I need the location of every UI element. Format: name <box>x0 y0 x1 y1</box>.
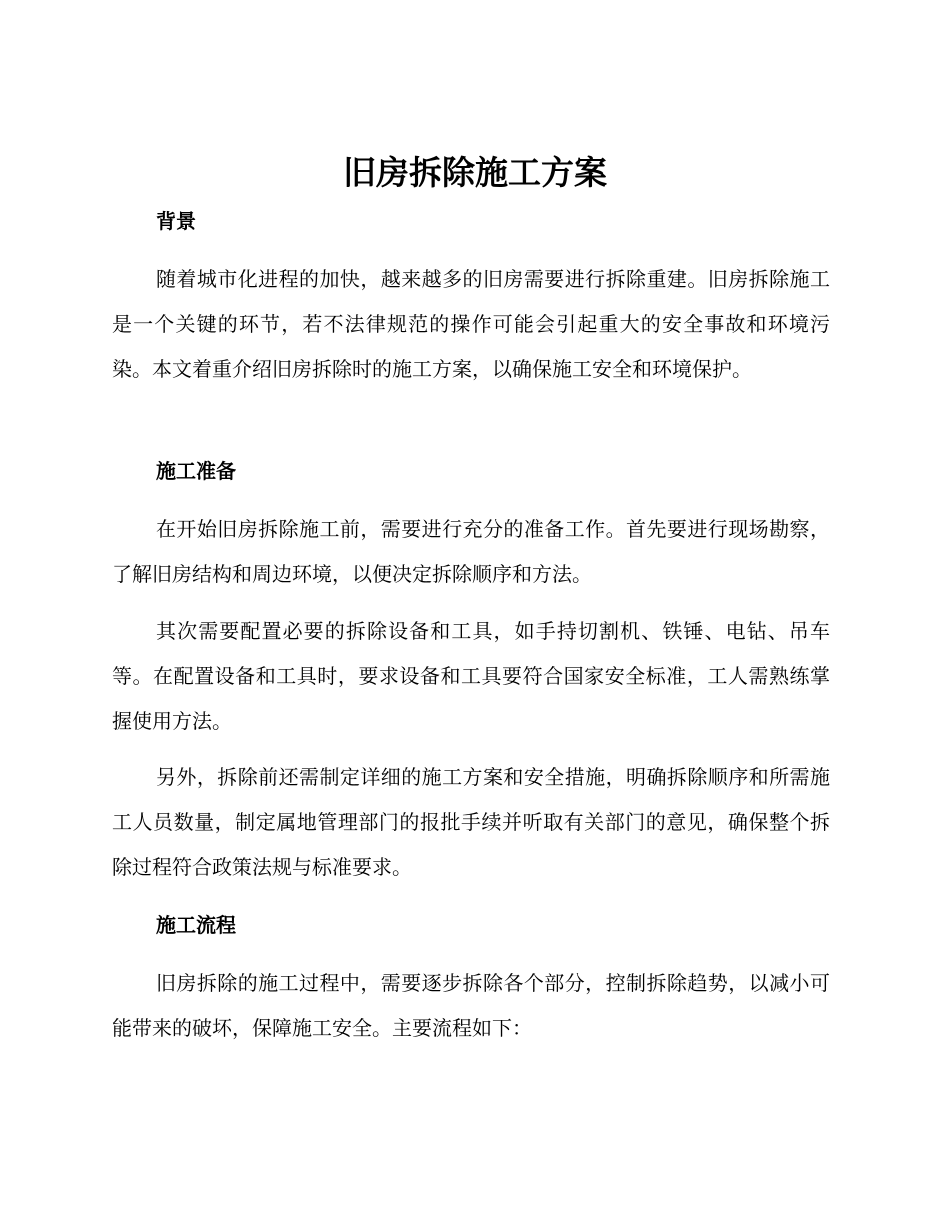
paragraph: 随着城市化进程的加快，越来越多的旧房需要进行拆除重建。旧房拆除施工是一个关键的环节，若不法律规范的操作可能会引起重大的安全事故和环境污染。本文着重介绍旧房拆除时的施工方案，以确保施工安全和环境保护。 <box>112 267 830 381</box>
paragraph: 另外，拆除前还需制定详细的施工方案和安全措施，明确拆除顺序和所需施工人员数量，制定属地管理部门的报批手续并听取有关部门的意见，确保整个拆除过程符合政策法规与标准要求。 <box>112 765 830 879</box>
paragraph: 在开始旧房拆除施工前，需要进行充分的准备工作。首先要进行现场勘察，了解旧房结构和周边环境，以便决定拆除顺序和方法。 <box>112 517 830 586</box>
section-heading-background: 背景 <box>156 209 196 233</box>
section-heading-process: 施工流程 <box>156 913 236 937</box>
paragraph: 旧房拆除的施工过程中，需要逐步拆除各个部分，控制拆除趋势，以减小可能带来的破坏，保障施工安全。主要流程如下： <box>112 971 830 1040</box>
paragraph: 其次需要配置必要的拆除设备和工具，如手持切割机、铁锤、电钻、吊车等。在配置设备和工具时，要求设备和工具要符合国家安全标准，工人需熟练掌握使用方法。 <box>112 619 830 733</box>
document-title: 旧房拆除施工方案 <box>343 153 607 192</box>
section-heading-preparation: 施工准备 <box>156 459 236 483</box>
